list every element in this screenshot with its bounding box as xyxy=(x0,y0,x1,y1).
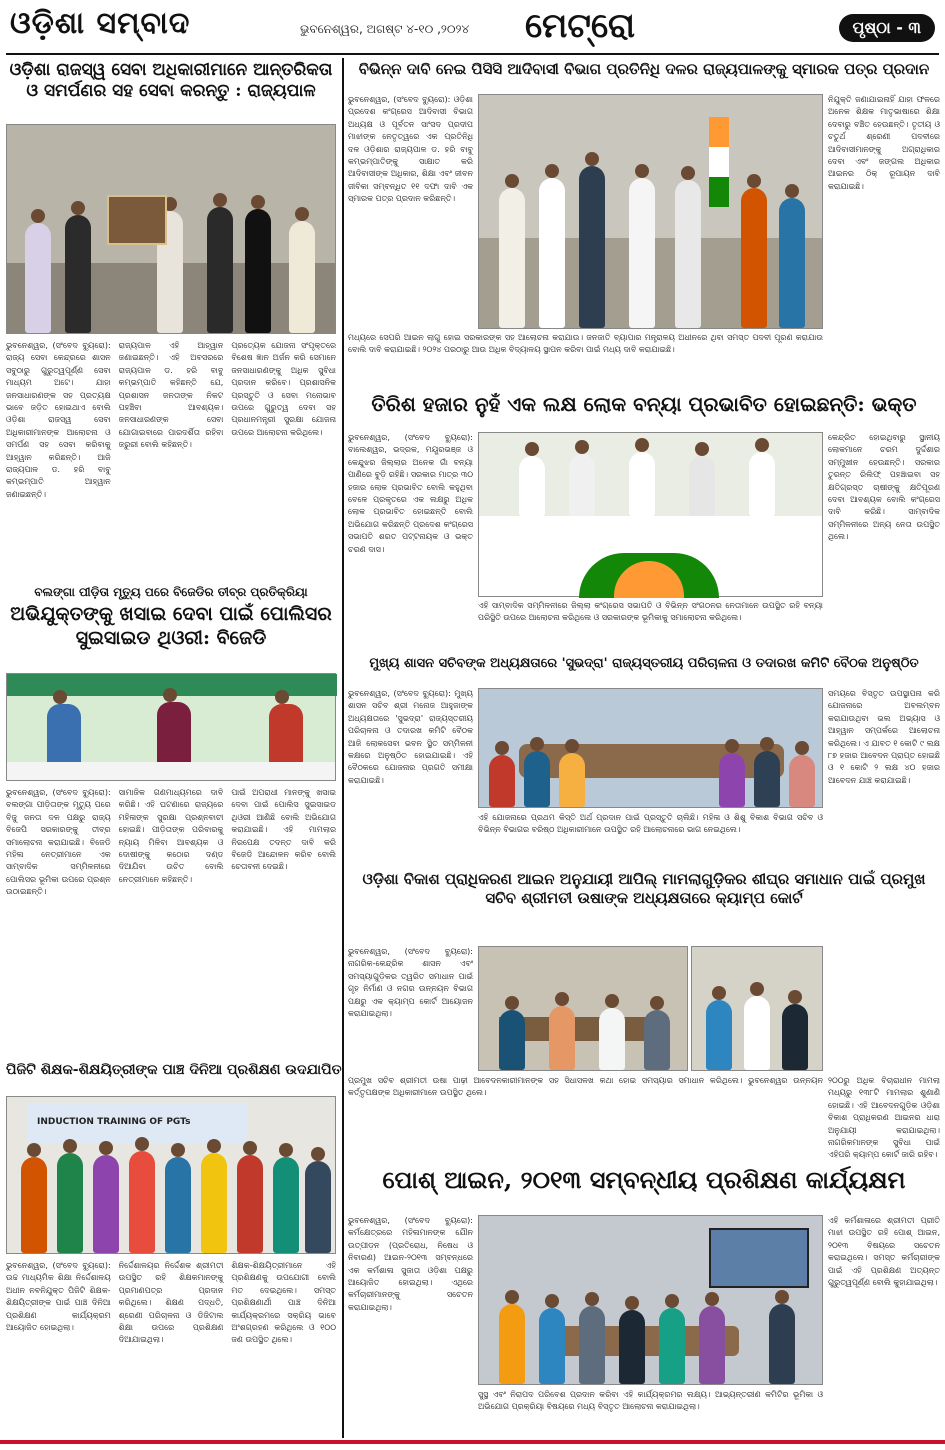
headline: ଓଡ଼ିଶା ବିକାଶ ପ୍ରାଧିକରଣ ଆଇନ ଅନୁଯାୟୀ ଆପିଲ୍ ମାମଲାଗୁଡ଼ିକର ଶୀଘ୍ର ସମାଧାନ ପାଇଁ ପ୍ରମୁଖ ସଚିବ ଶ୍ରୀମତୀ ଉଷାଙ୍କ ଅଧ୍ୟକ୍ଷତାରେ କ୍ୟାମ୍ପ କୋର୍ଟ xyxy=(362,870,926,907)
photo-camp-court-hearing xyxy=(478,946,688,1071)
article-posh-act-training xyxy=(348,1165,940,1437)
photo-subhadra-review-meeting xyxy=(478,688,823,808)
newspaper-logo: ଓଡ଼ିଶା ସମ୍ବାଦ xyxy=(10,6,191,41)
headline: ବିଭିନ୍ନ ଦାବି ନେଇ ପିସିସି ଆଦିବାସୀ ବିଭାଗ ପ୍ରତିନିଧି ଦଳର ରାଜ୍ୟପାଳଙ୍କୁ ସ୍ମାରକ ପତ୍ର ପ୍ରଦାନ xyxy=(358,60,930,78)
section-title: ମେଟ୍ରୋ xyxy=(524,6,636,46)
photo-governor-ceremony xyxy=(6,124,336,334)
headline: ପୋଶ୍ ଆଇନ, ୨୦୧୩ ସମ୍ବନ୍ଧୀୟ ପ୍ରଶିକ୍ଷଣ କାର୍ଯ୍ୟକ୍ଷମ xyxy=(382,1165,906,1194)
article-bjd-balanga xyxy=(6,585,336,1060)
headline: ମୁଖ୍ୟ ଶାସନ ସଚିବଙ୍କ ଅଧ୍ୟକ୍ଷତାରେ 'ସୁଭଦ୍ରା' ରାଜ୍ୟସ୍ତରୀୟ ପରିଚାଳନା ଓ ତଦାରଖ କମିଟି ବୈଠକ ଅନୁଷ୍ଠିତ xyxy=(369,656,919,671)
article-pgt-training xyxy=(6,1062,342,1437)
column-divider xyxy=(342,58,344,1438)
article-body-bottom: ଏହି ସାମ୍ବାଦିକ ସମ୍ମିଳନୀରେ ଜିଲ୍ଲା କଂଗ୍ରେସ ସଭାପତି ଓ ବିଭିନ୍ନ ସଂଗଠନର ନେତାମାନେ ଉପସ୍ଥିତ ରହି ବନ୍ୟା ପରିସ୍ଥିତି ଉପରେ ଆଲୋଚନା କରିଥିଲେ ଓ ସରକାରଙ୍କ ଭୂମିକାକୁ ସମାଲୋଚନା କରିଥିଲେ। xyxy=(478,601,823,623)
article-body-left: ଭୁବନେଶ୍ୱର, (ସଂବେଦ ବ୍ୟୁରୋ): ମୁଖ୍ୟ ଶାସନ ସଚିବ ଶ୍ରୀ ମନୋଜ ଆହୁଜାଙ୍କ ଅଧ୍ୟକ୍ଷତାରେ 'ସୁଭଦ୍ରା' ରାଜ୍ୟସ୍ତରୀୟ ପରିଚାଳନା ଓ ତଦାରଖ କମିଟି ବୈଠକ ଆଜି ଲୋକସେବା ଭବନ ସ୍ଥିତ ସମ୍ମିଳନୀ କକ୍ଷରେ ଅନୁଷ୍ଠିତ ହୋଇଯାଇଛି। ଏହି ବୈଠକରେ ଯୋଜନାର ପ୍ରଗତି ସମୀକ୍ଷା କରାଯାଇଛି। xyxy=(348,689,473,785)
photo-banner-text: INDUCTION TRAINING OF PGTs xyxy=(37,1117,191,1127)
article-odisha-development-camp-court xyxy=(348,870,940,1160)
article-body-left: ଭୁବନେଶ୍ୱର, (ସଂବେଦ ବ୍ୟୁରୋ): କର୍ମକ୍ଷେତ୍ରରେ ମହିଳାମାନଙ୍କ ଯୌନ ଉତ୍ପୀଡ଼ନ (ପ୍ରତିରୋଧ, ନିଷେଧ ଓ ନିବାରଣ) ଆଇନ-୨୦୧୩ ସମ୍ବନ୍ଧରେ ଏକ କର୍ମଶାଳା ସୁଜାତା ଓଡ଼ିଶା ପକ୍ଷରୁ ଆୟୋଜିତ ହୋଇଥିଲା। ଏଥିରେ କର୍ମଚାରୀମାନଙ୍କୁ ସଚେତନ କରାଯାଇଥିଲା। xyxy=(348,1216,473,1312)
photo-applicants-seated xyxy=(691,946,823,1071)
issue-date: ଭୁବନେଶ୍ୱର, ଅଗଷ୍ଟ ୪-୧୦ ,୨୦୨୪ xyxy=(300,22,470,36)
page-bottom-rule xyxy=(0,1440,945,1444)
article-body-left: ଭୁବନେଶ୍ୱର, (ସଂବେଦ ବ୍ୟୁରୋ): ନାଗରିକ-କେନ୍ଦ୍ରିକ ଶାସନ ଏବଂ ସମସ୍ୟାଗୁଡ଼ିକର ତ୍ୱରିତ ସମାଧାନ ପାଇଁ ଗୃହ ନିର୍ମାଣ ଓ ନଗର ଉନ୍ନୟନ ବିଭାଗ ପକ୍ଷରୁ ଏକ କ୍ୟାମ୍ପ କୋର୍ଟ ଆୟୋଜନ କରାଯାଇଥିଲା। xyxy=(348,947,473,1018)
article-subhadra-meeting xyxy=(348,656,940,866)
article-body: ଭୁବନେଶ୍ୱର, (ସଂବେଦ ବ୍ୟୁରୋ): ଉଚ୍ଚ ମାଧ୍ୟମିକ ଶିକ୍ଷା ନିର୍ଦ୍ଦେଶାଳୟ ଅଧୀନ ନବନିଯୁକ୍ତ ପିଜିଟି ଶିକ୍ଷକ-ଶିକ୍ଷୟିତ୍ରୀଙ୍କ ପାଇଁ ପାଞ୍ଚ ଦିନିଆ ପ୍ରଶିକ୍ଷଣ କାର୍ଯ୍ୟକ୍ରମ ଆୟୋଜିତ ହୋଇଥିଲା। ନିର୍ଦ୍ଦେଶାଳୟର ନିର୍ଦ୍ଦେଶକ ଶ୍ରୀମତୀ ଉପସ୍ଥିତ ରହି ଶିକ୍ଷକମାନଙ୍କୁ ପ୍ରମାଣପତ୍ର ପ୍ରଦାନ କରିଥିଲେ। ଶିକ୍ଷଣ ପଦ୍ଧତି, ଶ୍ରେଣୀ ପରିଚାଳନା ଓ ଡିଜିଟାଲ ଶିକ୍ଷା ଉପରେ ପ୍ରଶିକ୍ଷଣ ଦିଆଯାଇଥିଲା। ଶିକ୍ଷକ-ଶିକ୍ଷୟିତ୍ରୀମାନେ ଏହି ପ୍ରଶିକ୍ଷଣକୁ ଉପଯୋଗୀ ବୋଲି ମତ ଦେଇଥିଲେ। ସମସ୍ତ ପ୍ରଶିକ୍ଷଣାର୍ଥୀ ପାଞ୍ଚ ଦିନିଆ କାର୍ଯ୍ୟକ୍ରମରେ ସକ୍ରିୟ ଭାବେ ଅଂଶଗ୍ରହଣ କରିଥିଲେ ଓ ୧୦୦ ଜଣ ଉପସ୍ଥିତ ଥିଲେ। xyxy=(6,1261,337,1345)
masthead-rule xyxy=(6,53,939,55)
photo-pgt-participants xyxy=(6,1096,336,1254)
article-body-right: ୨୦୦ରୁ ଅଧିକ ବିଚାରାଧୀନ ମାମଲା ମଧ୍ୟରୁ ୧୩୮ଟି ମାମଲାର ଶୁଣାଣି ହୋଇଛି। ଏହି ଆବେଦନଗୁଡ଼ିକ ଓଡ଼ିଶା ବିକାଶ ପ୍ରାଧିକରଣ ଆଇନର ଧାରା ଅନୁଯାୟୀ କରାଯାଇଥିଲା। ନାଗରିକମାନଙ୍କ ସୁବିଧା ପାଇଁ ଏହିପରି କ୍ୟାମ୍ପ କୋର୍ଟ ଜାରି ରହିବ। xyxy=(828,1076,940,1160)
headline: ପିଜିଟି ଶିକ୍ଷକ-ଶିକ୍ଷୟିତ୍ରୀଙ୍କ ପାଞ୍ଚ ଦିନିଆ ପ୍ରଶିକ୍ଷଣ ଉଦଯାପିତ xyxy=(6,1062,342,1078)
article-body-left: ଭୁବନେଶ୍ୱର, (ସଂବେଦ ବ୍ୟୁରୋ): ଓଡ଼ିଶା ପ୍ରଦେଶ କଂଗ୍ରେସ ଆଦିବାସୀ ବିଭାଗ ଅଧ୍ୟକ୍ଷ ଓ ପୂର୍ବତନ ସାଂସଦ ପ୍ରଦୀପ ମାଝୀଙ୍କ ନେତୃତ୍ୱରେ ଏକ ପ୍ରତିନିଧି ଦଳ ଓଡ଼ିଶାର ରାଜ୍ୟପାଳ ଡ. ହରି ବାବୁ କମ୍ଭମ୍ପାତିଙ୍କୁ ସାକ୍ଷାତ କରି ଆଦିବାସୀଙ୍କ ଅଧିକାର, ଶିକ୍ଷା ଏବଂ ଜୀବନ ଜୀବିକା ସମ୍ବନ୍ଧିତ ୧୧ ଦଫା ଦାବି ଏକ ସ୍ମାରକ ପତ୍ର ପ୍ରଦାନ କରିଛନ୍ତି। xyxy=(348,95,473,204)
photo-posh-workshop xyxy=(478,1215,823,1385)
article-body-bottom: ମଧ୍ୟରେ ସେପରି ଆଇନ ଲାଗୁ ହୋଇ ସରକାରଙ୍କ ସହ ଆଲୋଚନା କରାଯାଉ। ଜନଜାତି ବ୍ୟାପାର ମନ୍ତ୍ରାଳୟ ଅଧୀନରେ ଥିବା ସମସ୍ତ ପଦବୀ ପୂରଣ କରାଯାଉ ବୋଲି ଦାବି କରାଯାଇଛି। ୨୦୨୪ ପରଠାରୁ ଆଉ ଅଧିକ ବିଦ୍ୟାଳୟ ସ୍ଥାପନ କରିବା ପାଇଁ ମଧ୍ୟ ଦାବି କରାଯାଇଛି। xyxy=(348,333,823,355)
article-body-right: ସମୟରେ ବିସ୍ତୃତ ଉପସ୍ଥାପନା କରି ଯୋଜନାରେ ଅବଲମ୍ବନ କରାଯାଉଥିବା ଭଲ ଅଭ୍ୟାସ ଓ ଆହ୍ୱାନ ସମ୍ପର୍କରେ ଆଲୋଚନା କରିଥିଲେ। ଏ ଯାବତ ୧ କୋଟି ୯ ଲକ୍ଷ ୮୭ ହଜାର ଆବେଦନ ପ୍ରାପ୍ତ ହୋଇଛି ଓ ୧ କୋଟି ୨ ଲକ୍ଷ ୪୦ ହଜାର ଆବେଦନ ଯାଞ୍ଚ କରାଯାଇଛି। xyxy=(828,689,940,785)
article-flood xyxy=(348,392,940,652)
article-body-bottom: ସୁସ୍ଥ ଏବଂ ନିରାପଦ ପରିବେଶ ପ୍ରଦାନ କରିବା ଏହି କାର୍ଯ୍ୟକ୍ରମର ଲକ୍ଷ୍ୟ। ଆଭ୍ୟନ୍ତରୀଣ କମିଟିର ଭୂମିକା ଓ ଅଭିଯୋଗ ପ୍ରକ୍ରିୟା ବିଷୟରେ ମଧ୍ୟ ବିସ୍ତୃତ ଆଲୋଚନା କରାଯାଇଥିଲା। xyxy=(478,1390,823,1412)
article-body-right: ନିଯୁକ୍ତି ଜଣାଯାଇନାହିଁ ଯାହା ଫଳରେ ଅନେକ ଶିକ୍ଷକ ମାତୃଭାଷାରେ ଶିକ୍ଷା ଦେବାରୁ ବଞ୍ଚିତ ହେଉଛନ୍ତି। ତୃତୀୟ ଓ ଚତୁର୍ଥ ଶ୍ରେଣୀ ପଦବୀରେ ଆଦିବାସୀମାନଙ୍କୁ ଅଗ୍ରାଧିକାର ଦେବା ଏବଂ ଜଙ୍ଗଲ ଅଧିକାର ଆଇନର ଠିକ୍ ରୂପାୟନ ଦାବି କରାଯାଇଛି। xyxy=(828,95,940,191)
photo-congress-press-meet xyxy=(478,432,823,597)
article-governor-revenue-service xyxy=(6,60,336,590)
article-body-right: କେନ୍ଦ୍ରିତ ହୋଇଥିବାରୁ ସ୍ଥାନୀୟ ଲୋକମାନେ ଚରମ ଦୁର୍ଦ୍ଦଶାର ସମ୍ମୁଖୀନ ହେଉଛନ୍ତି। ସରକାର ତୁରନ୍ତ ରିଲିଫ୍ ପହଞ୍ଚାଇବା ସହ କ୍ଷତିଗ୍ରସ୍ତ ଚାଷୀଙ୍କୁ କ୍ଷତିପୂରଣ ଦେବା ଆବଶ୍ୟକ ବୋଲି କଂଗ୍ରେସ ଦାବି କରିଛି। ସାମ୍ବାଦିକ ସମ୍ମିଳନୀରେ ଅନ୍ୟ ନେତା ଉପସ୍ଥିତ ଥିଲେ। xyxy=(828,433,940,542)
subheadline: ଅଭିଯୁକ୍ତଙ୍କୁ ଖସାଇ ଦେବା ପାଇଁ ପୋଲିସର ସୁଇସାଇଡ ଥିଓରୀ: ବିଜେଡି xyxy=(10,603,332,649)
article-body-bottom: ଏହି ଯୋଜନାରେ ପ୍ରଥମ କିସ୍ତି ଅର୍ଥ ପ୍ରଦାନ ପାଇଁ ପ୍ରସ୍ତୁତି ଚାଲିଛି। ମହିଳା ଓ ଶିଶୁ ବିକାଶ ବିଭାଗ ସଚିବ ଓ ବିଭିନ୍ନ ବିଭାଗର ବରିଷ୍ଠ ଅଧିକାରୀମାନେ ଉପସ୍ଥିତ ରହି ଆଲୋଚନାରେ ଭାଗ ନେଇଥିଲେ। xyxy=(478,813,823,835)
masthead xyxy=(0,0,945,56)
article-body-right: ଏହି କର୍ମଶାଳାରେ ଶ୍ରୀମତୀ ପ୍ରୀତି ମାଝୀ ଉପସ୍ଥିତ ରହି ପୋଶ୍ ଆଇନ, ୨୦୧୩ ବିଷୟରେ ସଚେତନ କରାଇଥିଲେ। ସମସ୍ତ କର୍ମଚାରୀଙ୍କ ପାଇଁ ଏହି ପ୍ରଶିକ୍ଷଣ ଅତ୍ୟନ୍ତ ଗୁରୁତ୍ୱପୂର୍ଣ୍ଣ ବୋଲି କୁହାଯାଇଥିଲା। xyxy=(828,1216,940,1287)
headline: ତିରିଶ ହଜାର ନୁହଁ ଏକ ଲକ୍ଷ ଲୋକ ବନ୍ୟା ପ୍ରଭାବିତ ହୋଇଛନ୍ତି: ଭକ୍ତ xyxy=(371,392,917,416)
article-body-left: ଭୁବନେଶ୍ୱର, (ସଂବେଦ ବ୍ୟୁରୋ): ବାଲେଶ୍ୱର, ଭଦ୍ରକ, ମୟୂରଭଞ୍ଜ ଓ କେନ୍ଦୁଝର ଜିଲ୍ଲାର ଅନେକ ଗାଁ ବନ୍ୟା ପାଣିରେ ବୁଡ଼ି ରହିଛି। ସରକାର ମାତ୍ର ୩୦ ହଜାର ଲୋକ ପ୍ରଭାବିତ ବୋଲି କହୁଥିବା ବେଳେ ପ୍ରକୃତରେ ଏକ ଲକ୍ଷରୁ ଅଧିକ ଲୋକ ପ୍ରଭାବିତ ହୋଇଛନ୍ତି ବୋଲି ଅଭିଯୋଗ କରିଛନ୍ତି ପ୍ରଦେଶ କଂଗ୍ରେସ ସଭାପତି ଶରତ ପଟ୍ଟନାୟକ ଓ ଭକ୍ତ ଚରଣ ଦାସ। xyxy=(348,433,473,554)
headline: ଓଡ଼ିଶା ରାଜସ୍ୱ ସେବା ଅଧିକାରୀମାନେ ଆନ୍ତରିକତା ଓ ସମର୍ପଣର ସହ ସେବା କରନ୍ତୁ : ରାଜ୍ୟପାଳ xyxy=(9,60,333,102)
article-body: ଭୁବନେଶ୍ୱର, (ସଂବେଦ ବ୍ୟୁରୋ): ବଲଙ୍ଗା ପୀଡ଼ିତାଙ୍କ ମୃତ୍ୟୁ ପରେ ବିଜୁ ଜନତା ଦଳ ପକ୍ଷରୁ ରାଜ୍ୟ ବିଜେପି ସରକାରଙ୍କୁ ତୀବ୍ର ସମାଲୋଚନା କରାଯାଇଛି। ବିଜେଡି ମହିଳା ନେତ୍ରୀମାନେ ଏକ ସାମ୍ବାଦିକ ସମ୍ମିଳନୀରେ ପୋଲିସର ଭୂମିକା ଉପରେ ପ୍ରଶ୍ନ ଉଠାଇଛନ୍ତି। ସାମାଜିକ ଗଣମାଧ୍ୟମରେ ଦାବି କରିଛି। ଏହି ଘଟଣାରେ ରାଜ୍ୟରେ ମହିଳାଙ୍କ ସୁରକ୍ଷା ପ୍ରଶ୍ନବାଚୀ ହୋଇଛି। ପୀଡ଼ିତାଙ୍କ ପରିବାରକୁ ନ୍ୟାୟ ମିଳିବା ଆବଶ୍ୟକ ଓ ଦୋଷୀଙ୍କୁ କଠୋର ଦଣ୍ଡ ଦିଆଯିବା ଉଚିତ ବୋଲି ନେତ୍ରୀମାନେ କହିଛନ୍ତି। ପାଇଁ ଅପରାଧୀ ମାନଙ୍କୁ ଖସାଇ ଦେବା ପାଇଁ ପୋଲିସ ସୁଇସାଇଡ ଥିଓରୀ ଆଣିଛି ବୋଲି ଅଭିଯୋଗ କରାଯାଇଛି। ଏହି ମାମଲାର ନିରପେକ୍ଷ ତଦନ୍ତ ଦାବି କରି ବିଜେଡି ଆନ୍ଦୋଳନ କରିବ ବୋଲି ଚେତାବନୀ ଦେଇଛି। xyxy=(6,788,337,897)
article-body: ଭୁବନେଶ୍ୱର, (ସଂବେଦ ବ୍ୟୁରୋ): ରାଜ୍ୟ ସେବା କେନ୍ଦ୍ରରେ ଶାସନ ସବୁଠାରୁ ଗୁରୁତ୍ୱପୂର୍ଣ୍ଣ ସେବା ମାଧ୍ୟମ ଅଟେ। ଯାହା ଜନସାଧାରଣଙ୍କ ସହ ପ୍ରତ୍ୟକ୍ଷ ଭାବେ ଜଡ଼ିତ ହୋଇଥାଏ ବୋଲି ଓଡ଼ିଶା ରାଜସ୍ୱ ସେବା ଅଧିକାରୀମାନଙ୍କ ଆଲୋଚନା ଓ ସମର୍ପଣ ସହ ସେବା କରିବାକୁ ଆହ୍ୱାନ କରିଛନ୍ତି। ଆଜି ରାଜ୍ୟପାଳ ଡ. ହରି ବାବୁ କମ୍ଭମ୍ପାତି ଆହ୍ୱାନ ଜଣାଇଛନ୍ତି। ରାଜ୍ୟପାଳ ଏହି ଆହ୍ୱାନ ଜଣାଇଛନ୍ତି। ଏହି ଅବସରରେ ରାଜ୍ୟପାଳ ଡ. ହରି ବାବୁ କମ୍ଭମ୍ପାତି କହିଛନ୍ତି ଯେ, ପ୍ରଶାସନ ଜନତାଙ୍କ ନିକଟ ପହଞ୍ଚିବା ଆବଶ୍ୟକ। ଜନସାଧାରଣଙ୍କ ସେବା ଯୋଗାଇବାରେ ପାରଦର୍ଶିତା ରହିବା ଜରୁରୀ ବୋଲି କହିଛନ୍ତି। ପ୍ରତ୍ୟେକ ଯୋଜନା ସଂପୃକ୍ତରେ ବିଶେଷ ଜ୍ଞାନ ଅର୍ଜନ କରି ସେମାନେ ଜନସାଧାରଣଙ୍କୁ ଅଧିକ ସୁବିଧା ପ୍ରଦାନ କରିବେ। ପ୍ରଶାସନିକ ପ୍ରସ୍ତୁତି ଓ ସେବା ମନୋଭାବ ଉପରେ ଗୁରୁତ୍ୱ ଦେବା ସହ ପ୍ରଧାନମନ୍ତ୍ରୀ ସୁରକ୍ଷା ଯୋଜନା ଉପରେ ଆଲୋଚନା କରିଥିଲେ। xyxy=(6,341,337,499)
photo-bjd-press-conference xyxy=(6,673,336,781)
photo-governor-memorandum xyxy=(478,94,823,329)
article-body-bottom: ପ୍ରମୁଖ ସଚିବ ଶ୍ରୀମତୀ ଉଷା ପାଢ଼ୀ ଆବେଦନକାରୀମାନଙ୍କ ସହ ସିଧାସଳଖ କଥା ହୋଇ ସମସ୍ୟାର ସମାଧାନ କରିଥିଲେ। ଭୁବନେଶ୍ୱର ଉନ୍ନୟନ କର୍ତ୍ତୃପକ୍ଷଙ୍କ ଅଧିକାରୀମାନେ ଉପସ୍ଥିତ ଥିଲେ। xyxy=(348,1076,823,1098)
headline: ବଲଙ୍ଗା ପୀଡ଼ିତା ମୃତ୍ୟୁ ପରେ ବିଜେଡିର ତୀବ୍ର ପ୍ରତିକ୍ରିୟା xyxy=(34,585,308,599)
page-number-badge: ପୃଷ୍ଠା - ୩ xyxy=(839,14,935,42)
article-pcc-tribal-memorandum xyxy=(348,60,940,390)
